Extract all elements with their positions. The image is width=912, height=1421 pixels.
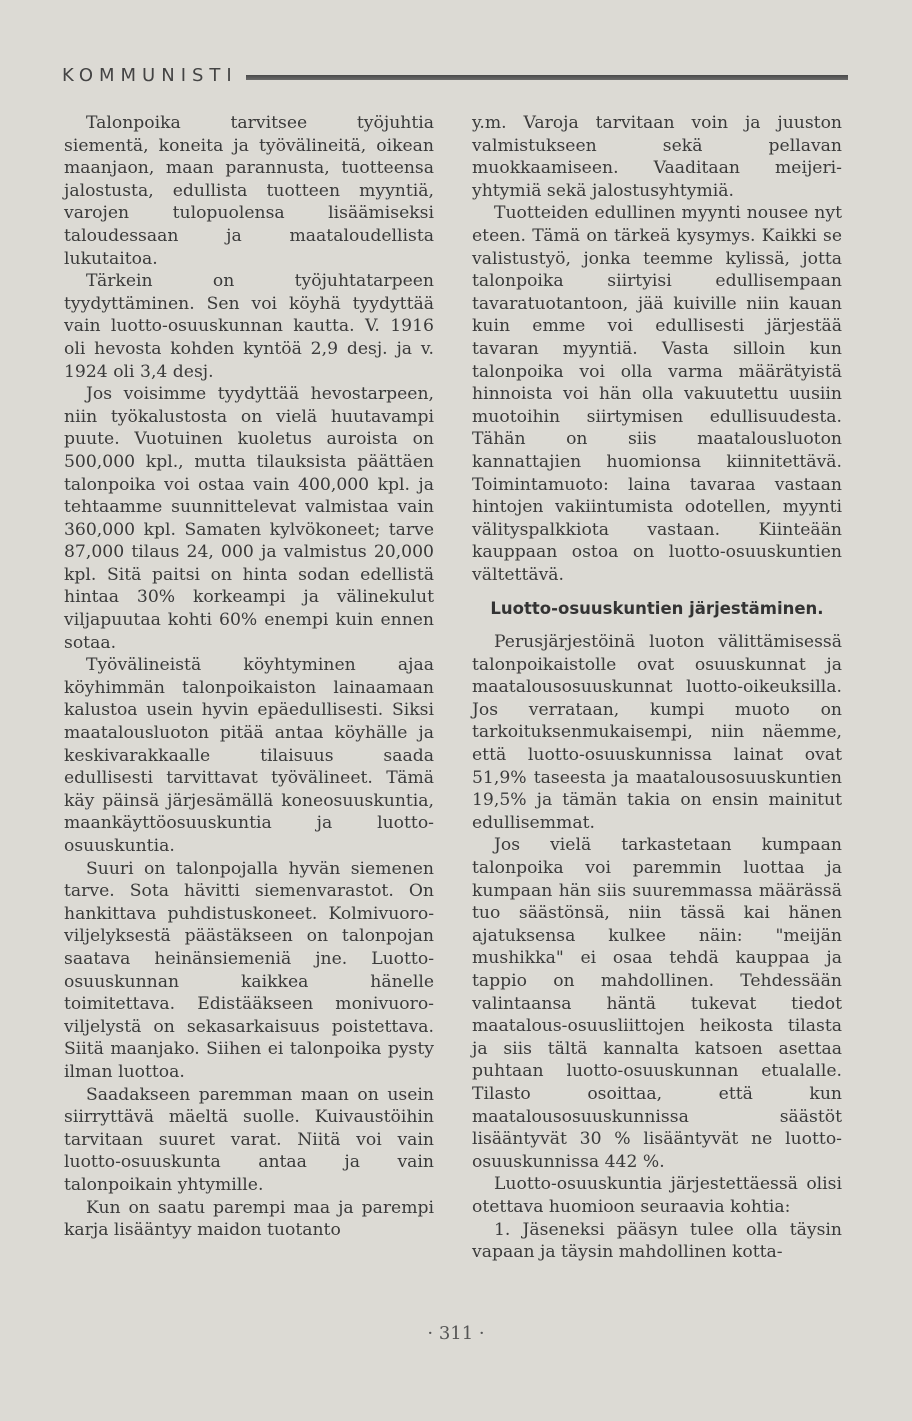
header-rule [246,75,848,80]
page-number: · 311 · [427,1323,485,1344]
paragraph: Tuotteiden edullinen myynti nousee nyt eteen. Tämä on tärkeä kysymys. Kaikki se valistustyö, jonka teemme kylissä, jotta talonpoika siirtyisi edullisempaan tavaratuotantoon, jää kuiville niin kauan kuin emme voi edullisesti järjestää tavaran myyntiä. Vasta silloin kun talonpoika voi olla varma määrätyistä hinnoista voi hän olla vakuutettu uusiin muotoihin siirtymisen edullisuudesta. Tähän on siis maatalousluoton kannattajien huomionsa kiinnitettävä. Toimintamuoto: laina tavaraa vastaan hintojen vakiintumista odotellen, myynti välityspalkkiota vastaan. Kiinteään kauppaan ostoa on luotto-osuuskuntien vältettävä. [472,203,842,585]
paragraph: Luotto-osuuskuntia järjestettäessä olisi otettava huomioon seuraavia kohtia: [472,1174,842,1217]
paragraph: Jos vielä tarkastetaan kumpaan talonpoika voi paremmin luottaa ja kumpaan hän siis suuremmassa määrässä tuo säästönsä, niin tässä kai hänen ajatuksensa kulkee näin: "meijän mushikka" ei osaa tehdä kauppaa ja tappio on mahdollinen. Tehdessään valintaansa häntä tukevat tiedot maatalous-osuusliittojen heikosta tilasta ja siis tältä kannalta katsoen asettaa puhtaan luotto-osuuskunnan etualalle. Tilasto osoittaa, että kun maatalousosuuskunnissa säästöt lisääntyvät 30 % lisääntyvät ne luotto-osuuskunnissa 442 %. [472,835,842,1172]
paragraph: 1. Jäseneksi pääsyn tulee olla täysin vapaan ja täysin mahdollinen kotta- [472,1219,842,1263]
paragraph: Perusjärjestöinä luoton välittämisessä talonpoikaistolle ovat osuuskunnat ja maatalousosuuskunnat luotto-oikeuksilla. Jos verrataan, kumpi muoto on tarkoituksenmukaisempi, niin näemme, että luotto-osuuskunnissa lainat ovat 51,9% taseesta ja maatalousosuuskuntien 19,5% ja tämän takia on ensin mainitut edullisemmat. [472,632,842,833]
paragraph: Saadakseen paremman maan on usein siirryttävä mäeltä suolle. Kuivaustöihin tarvitaan suuret varat. Niitä voi vain luotto-osuuskunta antaa ja vain talonpoikain yhtymille. [64,1084,434,1195]
running-header [62,60,848,90]
left-column [64,112,434,1242]
paragraph: Työvälineistä köyhtyminen ajaa köyhimmän talonpoikaiston lainaamaan kalustoa usein hyvin epäedullisesti. Siksi maatalousluoton pitää antaa köyhälle ja keskivarakkaalle tilaisuus saada edullisesti tarvittavat työvälineet. Tämä käy päinsä järjesämällä koneosuuskuntia, maankäyttöosuuskuntia ja luotto-osuuskuntia. [64,655,434,856]
paragraph: Jos voisimme tyydyttää hevostarpeen, niin työkalustosta on vielä huutavampi puute. Vuotuinen kuoletus auroista on 500,000 kpl., mutta tilauksista päättäen talonpoika voi ostaa vain 400,000 kpl. ja tehtaamme suunnittelevat valmistaa vain 360,000 kpl. Samaten kylvökoneet; tarve 87,000 tilaus 24, 000 ja valmistus 20,000 kpl. Sitä paitsi on hinta sodan edellistä hintaa 30% korkeampi ja välinekulut viljapuutaa kohti 60% enempi kuin ennen sotaa. [64,384,434,653]
paragraph: Talonpoika tarvitsee työjuhtia siementä, koneita ja työvälineitä, oikean maanjaon, maan parannusta, tuotteensa jalostusta, edullista tuotteen myyntiä, varojen tulopuolensa lisäämiseksi taloudessaan ja maataloudellista lukutaitoa. [64,113,434,269]
paragraph: Tärkein on työjuhtatarpeen tyydyttäminen. Sen voi köyhä tyydyttää vain luotto-osuuskunnan kautta. V. 1916 oli hevosta kohden kyntöä 2,9 desj. ja v. 1924 oli 3,4 desj. [64,271,434,382]
journal-title: KOMMUNISTI [62,64,238,86]
paragraph: Suuri on talonpojalla hyvän siemenen tarve. Sota hävitti siemenvarastot. On hankittava puhdistuskoneet. Kolmivuoro-viljelyksestä päästäkseen on talonpojan saatava heinänsiemeniä jne. Luotto-osuuskunnan kaikkea hänelle toimitettava. Edistääkseen monivuoro-viljelystä on sekasarkaisuus poistettava. Siitä maanjako. Siihen ei talonpoika pysty ilman luottoa. [64,858,434,1082]
section-heading: Luotto-osuuskuntien järjestäminen. [490,599,824,619]
right-column [472,112,842,1264]
paragraph-continued: y.m. Varoja tarvitaan voin ja juuston valmistukseen sekä pellavan muokkaamiseen. Vaaditaan meijeri-yhtymiä sekä jalostusyhtymiä. [472,113,842,201]
paragraph: Kun on saatu parempi maa ja parempi karja lisääntyy maidon tuotanto [64,1197,434,1241]
